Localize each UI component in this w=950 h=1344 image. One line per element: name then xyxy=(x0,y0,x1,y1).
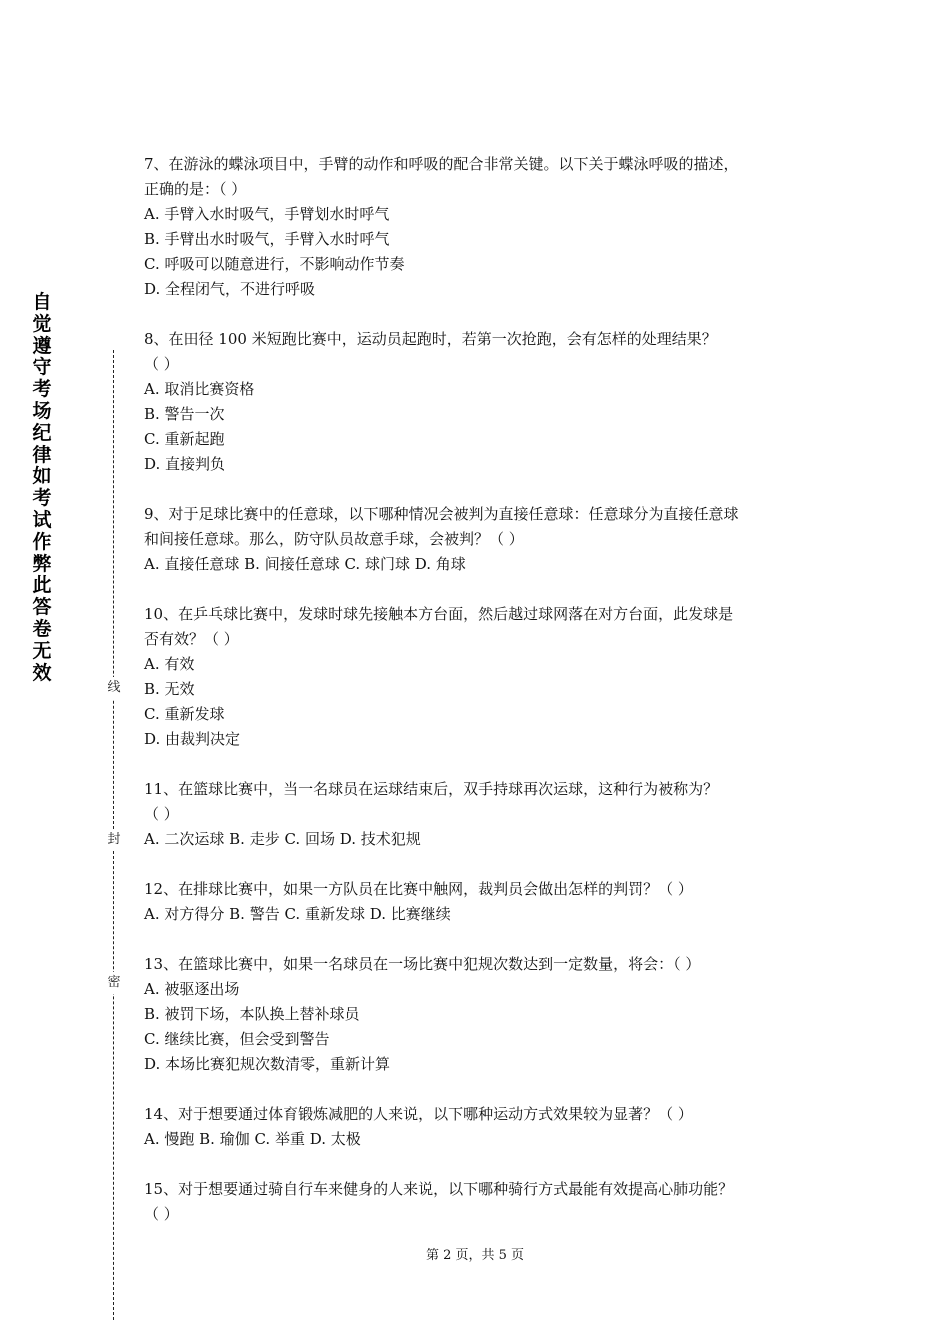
question-stem: 13、在篮球比赛中，如果一名球员在一场比赛中犯规次数达到一定数量，将会：（ ） xyxy=(144,955,701,973)
option: B. 手臂出水时吸气，手臂入水时呼气 xyxy=(144,230,390,248)
warning-char: 遵 xyxy=(32,334,52,357)
question-stem: （ ） xyxy=(144,1205,179,1223)
question-stem: 11、在篮球比赛中，当一名球员在运球结束后，双手持球再次运球，这种行为被称为？ xyxy=(144,780,719,798)
question-10 xyxy=(144,602,814,752)
question-stem: （ ） xyxy=(144,355,179,373)
option: A. 对方得分 B. 警告 C. 重新发球 D. 比赛继续 xyxy=(144,905,451,923)
exam-discipline-warning xyxy=(30,292,54,684)
option: C. 重新发球 xyxy=(144,705,225,723)
warning-char: 弊 xyxy=(32,552,52,575)
question-13 xyxy=(144,952,814,1077)
warning-char: 试 xyxy=(32,508,52,531)
page-number: 第 2 页，共 5 页 xyxy=(425,1248,525,1263)
option: A. 二次运球 B. 走步 C. 回场 D. 技术犯规 xyxy=(144,830,421,848)
binding-label-seal: 封 xyxy=(106,829,122,851)
warning-char: 无 xyxy=(32,639,52,662)
question-9 xyxy=(144,502,814,577)
option: D. 全程闭气，不进行呼吸 xyxy=(144,280,316,298)
question-11 xyxy=(144,777,814,852)
warning-char: 纪 xyxy=(32,421,52,444)
option: B. 被罚下场，本队换上替补球员 xyxy=(144,1005,360,1023)
option: A. 有效 xyxy=(144,655,195,673)
question-stem: 9、对于足球比赛中的任意球，以下哪种情况会被判为直接任意球：任意球分为直接任意球 xyxy=(144,505,739,523)
warning-char: 守 xyxy=(32,356,52,379)
warning-char: 此 xyxy=(32,574,52,597)
binding-label-line: 线 xyxy=(106,677,122,699)
question-stem: 8、在田径 100 米短跑比赛中，运动员起跑时，若第一次抢跑，会有怎样的处理结果？ xyxy=(144,330,717,348)
option: A. 取消比赛资格 xyxy=(144,380,255,398)
warning-char: 效 xyxy=(32,661,52,684)
question-stem: 10、在乒乓球比赛中，发球时球先接触本方台面，然后越过球网落在对方台面，此发球是 xyxy=(144,605,734,623)
question-15 xyxy=(144,1177,814,1227)
option: A. 直接任意球 B. 间接任意球 C. 球门球 D. 角球 xyxy=(144,555,466,573)
option: C. 重新起跑 xyxy=(144,430,225,448)
option: B. 无效 xyxy=(144,680,195,698)
question-7 xyxy=(144,152,814,302)
option: A. 被驱逐出场 xyxy=(144,980,240,998)
binding-label-secret: 密 xyxy=(106,972,122,994)
question-stem: （ ） xyxy=(144,805,179,823)
warning-char: 考 xyxy=(32,487,52,510)
warning-char: 考 xyxy=(32,378,52,401)
question-8 xyxy=(144,327,814,477)
warning-char: 觉 xyxy=(32,312,52,335)
question-stem: 和间接任意球。那么，防守队员故意手球，会被判？（ ） xyxy=(144,530,524,548)
question-stem: 正确的是：（ ） xyxy=(144,180,247,198)
question-14 xyxy=(144,1102,814,1152)
warning-char: 作 xyxy=(32,530,52,553)
question-stem: 12、在排球比赛中，如果一方队员在比赛中触网，裁判员会做出怎样的判罚？（ ） xyxy=(144,880,693,898)
warning-char: 答 xyxy=(32,596,52,619)
option: A. 慢跑 B. 瑜伽 C. 举重 D. 太极 xyxy=(144,1130,361,1148)
option: C. 继续比赛，但会受到警告 xyxy=(144,1030,330,1048)
option: D. 本场比赛犯规次数清零，重新计算 xyxy=(144,1055,391,1073)
warning-char: 律 xyxy=(32,443,52,466)
warning-char: 卷 xyxy=(32,617,52,640)
option: A. 手臂入水时吸气，手臂划水时呼气 xyxy=(144,205,390,223)
question-list xyxy=(144,152,814,1252)
option: D. 直接判负 xyxy=(144,455,226,473)
question-stem: 14、对于想要通过体育锻炼减肥的人来说，以下哪种运动方式效果较为显著？（ ） xyxy=(144,1105,693,1123)
warning-char: 场 xyxy=(32,399,52,422)
option: D. 由裁判决定 xyxy=(144,730,241,748)
option: C. 呼吸可以随意进行，不影响动作节奏 xyxy=(144,255,405,273)
warning-char: 自 xyxy=(32,291,52,313)
question-stem: 7、在游泳的蝶泳项目中，手臂的动作和呼吸的配合非常关键。以下关于蝶泳呼吸的描述， xyxy=(144,155,739,173)
option: B. 警告一次 xyxy=(144,405,225,423)
question-stem: 15、对于想要通过骑自行车来健身的人来说，以下哪种骑行方式最能有效提高心肺功能？ xyxy=(144,1180,734,1198)
question-stem: 否有效？（ ） xyxy=(144,630,239,648)
question-12 xyxy=(144,877,814,927)
warning-char: 如 xyxy=(32,465,52,488)
